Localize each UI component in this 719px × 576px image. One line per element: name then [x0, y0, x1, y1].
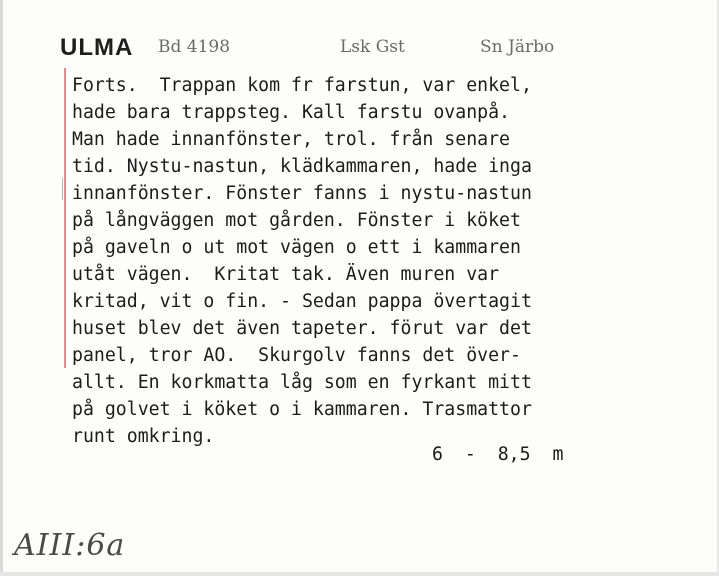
- text-line: innanfönster. Fönster fanns i nystu-nastun: [72, 183, 532, 204]
- card-body-text: [72, 72, 672, 450]
- text-line: Man hade innanfönster, trol. från senare: [72, 129, 510, 150]
- text-line: allt. En korkmatta låg som en fyrkant mitt: [72, 372, 532, 393]
- margin-tick: [62, 178, 63, 200]
- measurement-note: 6 - 8,5 m: [432, 444, 564, 465]
- shelfmark-handwritten: AIII:6a: [14, 528, 126, 563]
- text-line: på långväggen mot gården. Fönster i köket: [72, 210, 521, 231]
- card-left-edge: [0, 0, 3, 576]
- text-line: på gaveln o ut mot vägen o ett i kammaren: [72, 237, 521, 258]
- text-line: panel, tror AO. Skurgolv fanns det över-: [72, 345, 521, 366]
- text-line: på golvet i köket o i kammaren. Trasmattor: [72, 399, 532, 420]
- text-line: utåt vägen. Kritat tak. Även muren var: [72, 264, 500, 285]
- archive-title: ULMA: [60, 34, 134, 61]
- text-line: huset blev det även tapeter. förut var det: [72, 318, 532, 339]
- card-bottom-edge: [0, 572, 719, 576]
- text-line: hade bara trappsteg. Kall farstu ovanpå.: [72, 102, 510, 123]
- text-line: runt omkring.: [72, 426, 215, 447]
- text-line: tid. Nystu-nastun, klädkammaren, hade inga: [72, 156, 532, 177]
- text-line: kritad, vit o fin. - Sedan pappa övertagit: [72, 291, 532, 312]
- text-line: Forts. Trappan kom fr farstun, var enkel,: [72, 75, 532, 96]
- parish-label: Lsk Gst: [340, 37, 405, 57]
- margin-rule: [64, 68, 66, 368]
- village-label: Sn Järbo: [480, 37, 555, 57]
- reference-number: Bd 4198: [158, 37, 231, 57]
